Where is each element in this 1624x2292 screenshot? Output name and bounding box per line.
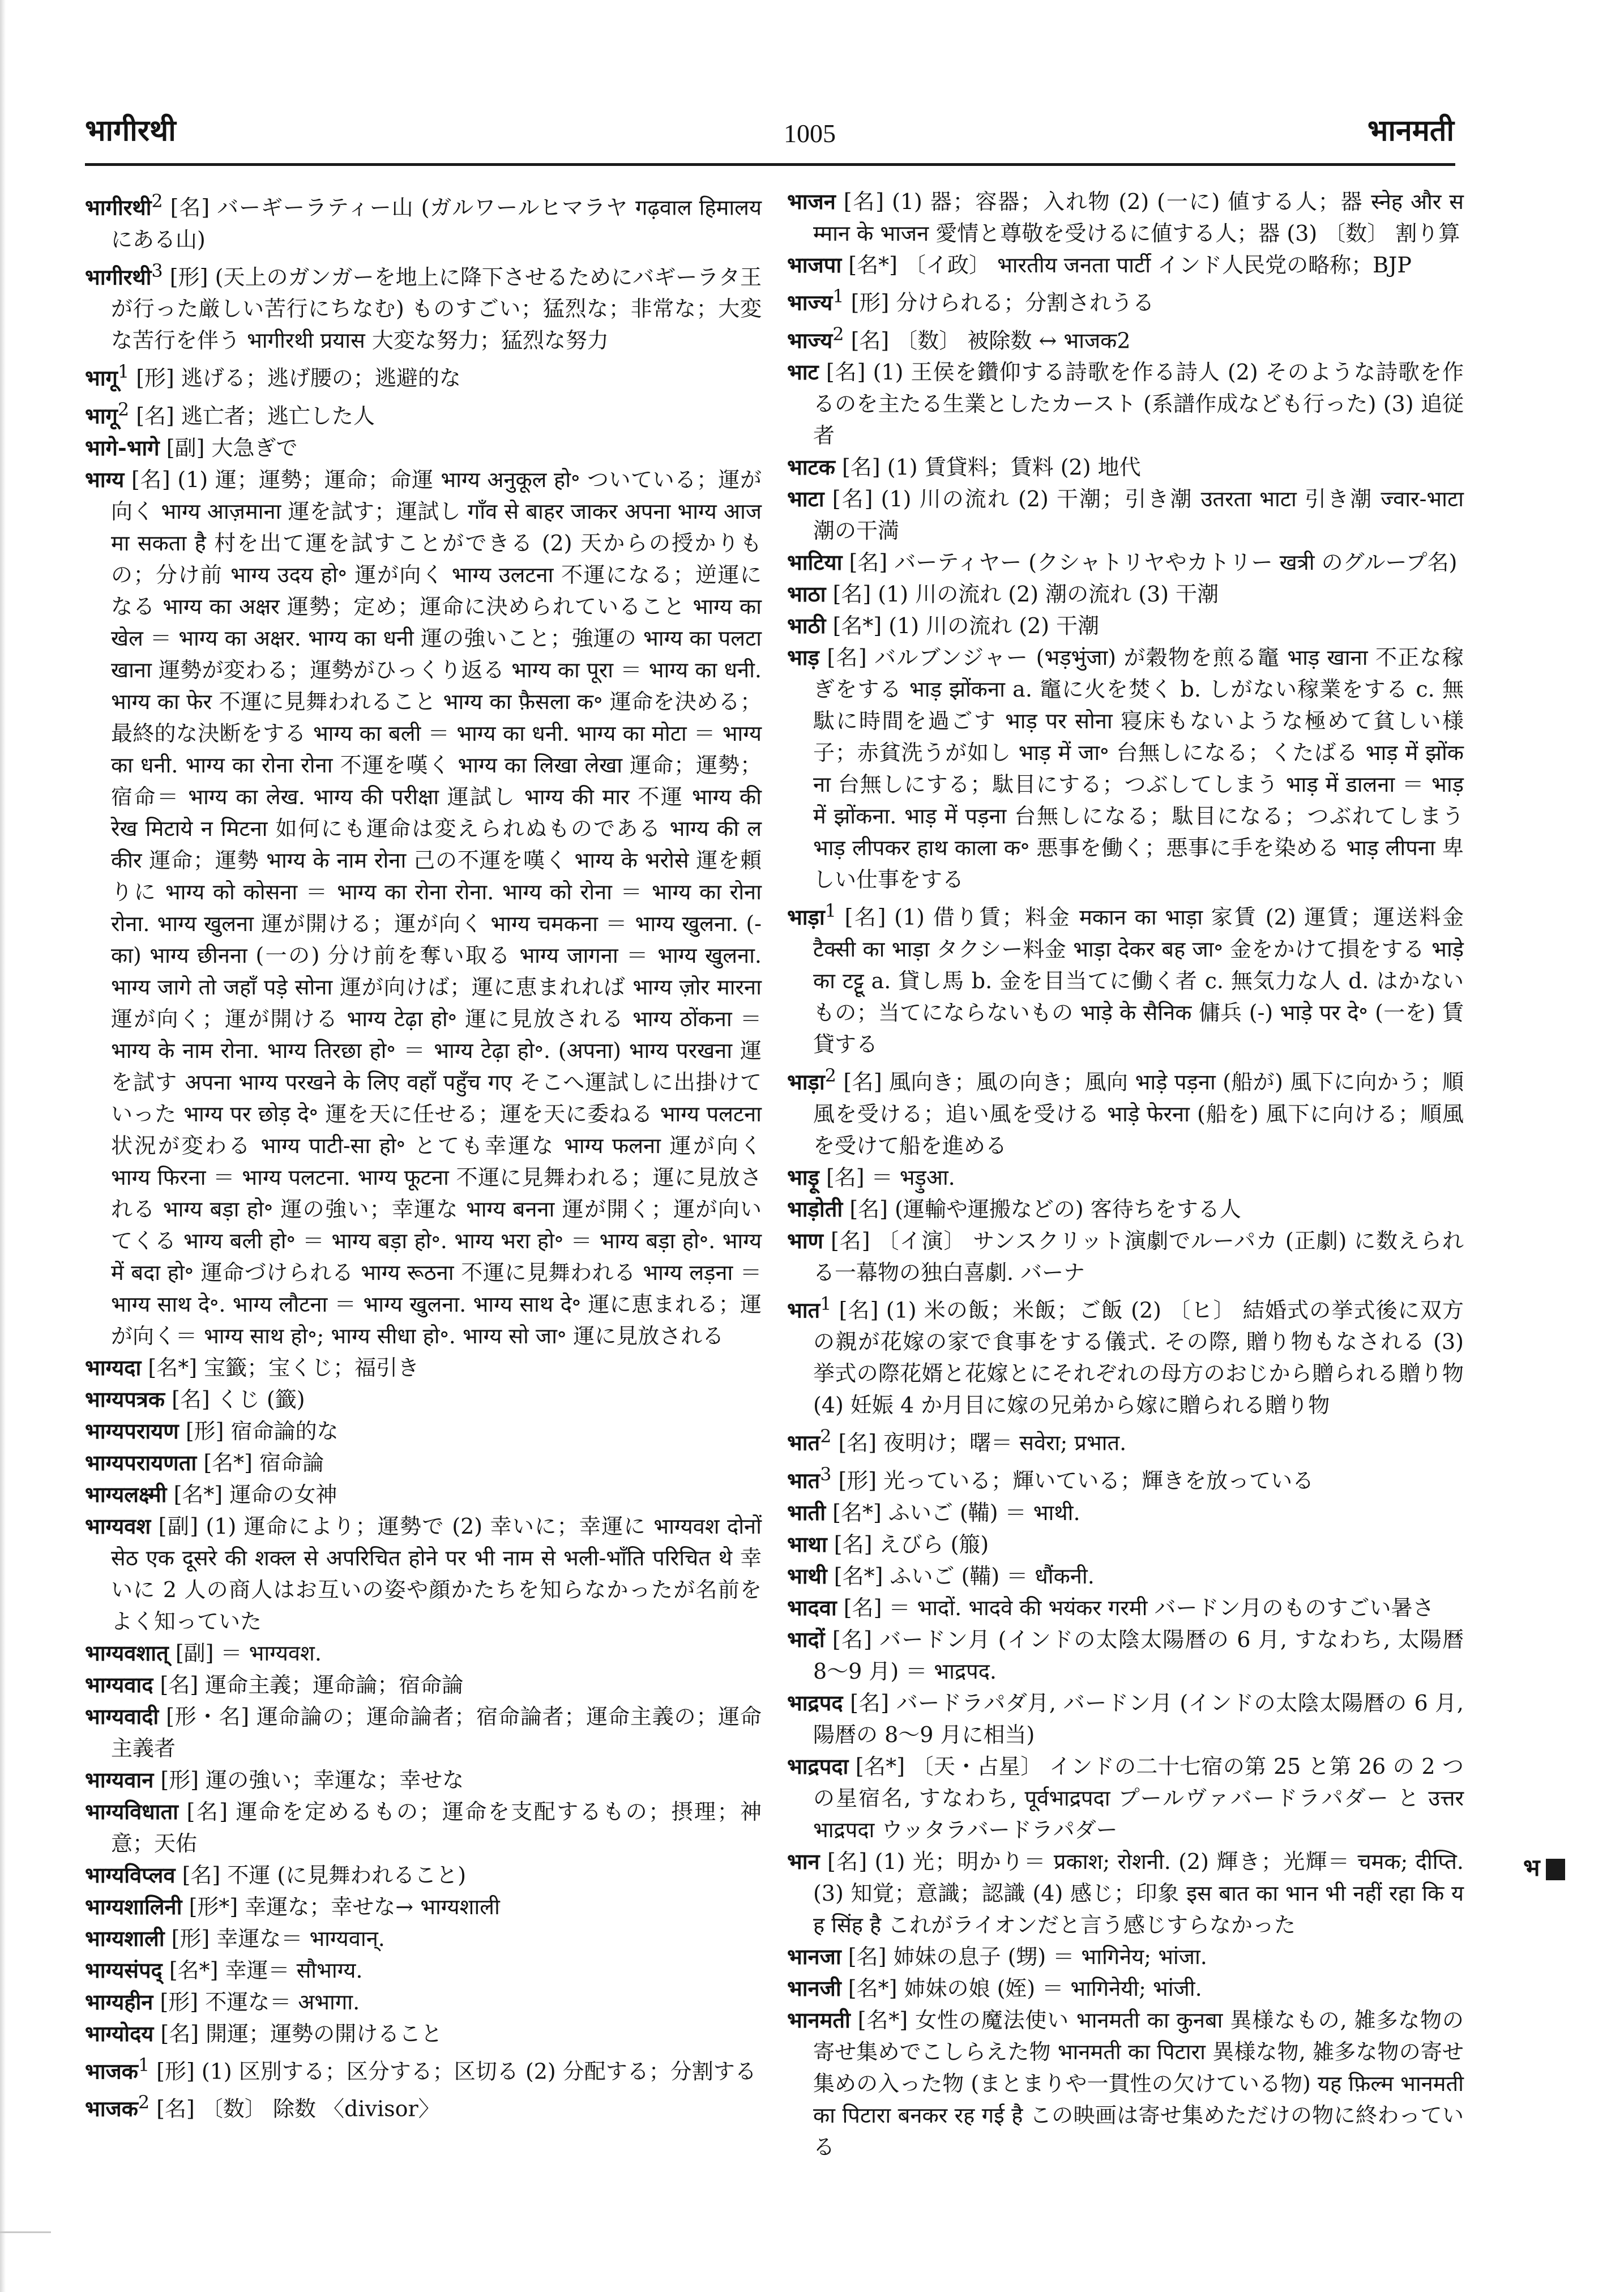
- homograph-number: 3: [151, 261, 163, 281]
- dictionary-entry: [787, 1941, 1464, 1973]
- entry-headword: भाग्योदय: [85, 2020, 154, 2046]
- left-guide-word: भागीरथी: [85, 113, 176, 148]
- entry-definition: [副] ＝ भाग्यवश.: [168, 1640, 322, 1666]
- entry-definition: [名] 〔イ演〕 サンスクリット演劇でルーパカ (正劇) に数えられる一幕物の独白喜劇. バーナ: [813, 1228, 1464, 1285]
- dictionary-entry: [85, 1510, 762, 1637]
- dictionary-entry: [787, 1560, 1464, 1592]
- entry-headword: भाड़ा: [787, 904, 825, 930]
- entry-definition: [形] 運の強い；幸運な；幸せな: [153, 1767, 464, 1792]
- dictionary-entry: [85, 1923, 762, 1954]
- entry-definition: [名] バードン月 (インドの太陰太陽暦の 6 月, すなわち, 太陽暦 8〜9 月) ＝ भाद्रपद.: [813, 1627, 1464, 1684]
- dictionary-entry: [787, 1421, 1464, 1459]
- scan-shadow: [0, 2231, 51, 2233]
- dictionary-entry: [787, 1225, 1464, 1288]
- entry-definition: [名] バードラパダ月, バードン月 (インドの太陰太陽暦の 6 月, 陽暦の 8〜9 月に相当): [813, 1690, 1464, 1747]
- dictionary-entry: [787, 483, 1464, 547]
- dictionary-entry: [85, 1669, 762, 1701]
- scan-edge: [0, 0, 6, 2292]
- dictionary-entry: [787, 1162, 1464, 1193]
- dictionary-entry: [787, 2004, 1464, 2163]
- thumb-index-tab: [1523, 1852, 1565, 1884]
- entry-definition: [形] 光っている；輝いている；輝きを放っている: [831, 1468, 1314, 1493]
- entry-definition: [形*] 幸運な；幸せな→ भाग्यशाली: [182, 1894, 500, 1919]
- dictionary-entry: [85, 1796, 762, 1859]
- homograph-number: 1: [832, 287, 844, 307]
- entry-definition: [名*] (1) 川の流れ (2) 干潮: [826, 613, 1100, 639]
- entry-definition: [名] 運命を定めるもの；運命を支配するもの；摂理；神意；天佑: [111, 1799, 762, 1856]
- entry-headword: भाटा: [787, 486, 824, 512]
- entry-headword: भाग्यपत्रक: [85, 1386, 165, 1412]
- dictionary-entry: [85, 1891, 762, 1923]
- entry-headword: भाजक: [85, 2095, 138, 2122]
- right-column: [787, 186, 1464, 2163]
- entry-headword: भानजी: [787, 1975, 841, 2001]
- dictionary-entry: [787, 319, 1464, 357]
- dictionary-entry: [787, 578, 1464, 610]
- entry-headword: भाड़ा: [787, 1069, 825, 1095]
- thumb-index-letter: भ: [1523, 1854, 1540, 1881]
- entry-definition: [名*] ふいご (鞴) ＝ धौंकनी.: [827, 1563, 1095, 1589]
- entry-headword: भानमती: [787, 2007, 851, 2033]
- dictionary-entry: [787, 610, 1464, 642]
- entry-definition: [名] バルブンジャー (भड़भुंजा) が穀物を煎る竈 भाड़ खाना 不正な稼ぎをする भाड़ झोंकना a. 竈に火を焚く b. しがない稼業をする c. 無駄に時間を過ごす भाड़ पर सोना 寝床もないような極めて貧しい様子；赤貧洗うが如し भाड़ में जा॰ 台無しになる；くたばる भाड़ में झोंकना 台無しにする；駄目にする；つぶしてしまう भाड़ में डालना ＝ भाड़ में झोंकना. भाड़ में पड़ना 台無しになる；駄目になる；つぶれてしまう भाड़ लीपकर हाथ काला क॰ 悪事を働く；悪事に手を染める भाड़ लीपना 卑しい仕事をする: [813, 645, 1464, 893]
- entry-definition: [名*] 宝籤；宝くじ；福引き: [141, 1355, 420, 1380]
- dictionary-entry: [85, 1954, 762, 1986]
- entry-definition: [名] 開運；運勢の開けること: [153, 2021, 443, 2046]
- entry-definition: [形] 逃げる；逃げ腰の；逃避的な: [129, 365, 461, 391]
- entry-definition: [副] 大急ぎで: [159, 435, 298, 460]
- entry-headword: भाग्यलक्ष्मी: [85, 1481, 167, 1507]
- homograph-number: 1: [820, 1294, 832, 1314]
- entry-definition: [名] 逃亡者；逃亡した人: [129, 403, 375, 429]
- homograph-number: 1: [117, 362, 130, 383]
- dictionary-entry: [787, 1973, 1464, 2004]
- dictionary-entry: [787, 1060, 1464, 1162]
- dictionary-entry: [85, 1352, 762, 1384]
- entry-definition: [形] (天上のガンガーを地上に降下させるためにバギーラタ王が行った厳しい苦行にちなむ) ものすごい；猛烈な；非常な；大変な苦行を伴う भागीरथी प्रयास 大変な努力；猛烈な努力: [111, 264, 762, 353]
- entry-headword: भाड़ोती: [787, 1196, 843, 1222]
- entry-definition: [名*] 女性の魔法使い भानमती का कुनबा 異様なもの, 雑多な物の寄せ集めでこしらえた物 भानमती का पिटारा 異様な物, 雑多な物の寄せ集めの入った物 (まとまりや一貫性の欠けている物) यह फ़िल्म भानमती का पिटारा बनकर रह गई है この映画は寄せ集めただけの物に終わっている: [813, 2007, 1464, 2159]
- entry-definition: [名*] 〔イ政〕 भारतीय जनता पार्टी インド人民党の略称；BJP: [841, 253, 1412, 278]
- entry-headword: भादवा: [787, 1594, 837, 1620]
- dictionary-entry: [85, 1479, 762, 1510]
- entry-definition: [副] (1) 運命により；運勢で (2) 幸いに；幸運に भाग्यवश दोनों सेठ एक दूसरे की शक्ल से अपरिचित होने पर भी नाम से भली-भाँति परिचित थे 幸いに 2 人の商人はお互いの姿や顔かたちを知らなかったが名前をよく知っていた: [111, 1513, 762, 1634]
- page-number: 1005: [784, 119, 836, 148]
- entry-headword: भाग्य: [85, 466, 125, 492]
- entry-definition: [名*] ふいご (鞴) ＝ भाथी.: [826, 1500, 1080, 1525]
- entry-definition: [名*] 〔天・占星〕 インドの二十七宿の第 25 と第 26 の 2 つの星宿名, すなわち, पूर्वभाद्रपदा プールヴァバードラパダー と उत्तर भाद्रपदा ウッタラバードラパダー: [813, 1753, 1464, 1842]
- homograph-number: 2: [824, 1065, 836, 1086]
- dictionary-entry: [85, 1384, 762, 1415]
- entry-definition: [名*] 幸運＝ सौभाग्य.: [162, 1957, 363, 1983]
- dictionary-entry: [787, 1193, 1464, 1225]
- entry-headword: भाग्यपरायणता: [85, 1449, 197, 1475]
- entry-definition: [名] (1) 光；明かり＝ प्रकाश; रोशनी. (2) 輝き；光輝＝ चमक; दीप्ति. (3) 知覚；意識；認識 (4) 感じ；印象 इस बात का भान भी नहीं रहा कि यह सिंह है これがライオンだと言う感じすらなかった: [813, 1849, 1464, 1937]
- dictionary-entry: [787, 1624, 1464, 1687]
- dictionary-entry: [85, 2087, 762, 2125]
- entry-headword: भाड़ू: [787, 1164, 819, 1190]
- entry-headword: भाज्य: [787, 289, 833, 315]
- entry-headword: भाण: [787, 1227, 824, 1253]
- entry-definition: [名] 姉妹の息子 (甥) ＝ भागिनेय; भांजा.: [841, 1944, 1207, 1969]
- entry-headword: भादों: [787, 1626, 825, 1652]
- entry-definition: [名] 運命主義；運命論；宿命論: [153, 1672, 464, 1697]
- header-rule: [85, 163, 1455, 166]
- entry-headword: भागे-भागे: [85, 434, 160, 460]
- homograph-number: 2: [820, 1427, 832, 1448]
- dictionary-entry: [787, 1529, 1464, 1560]
- entry-definition: [形] 幸運な＝ भाग्यवान्.: [164, 1926, 385, 1951]
- entry-headword: भाग्यवादी: [85, 1703, 159, 1729]
- entry-headword: भाथा: [787, 1531, 827, 1557]
- homograph-number: 2: [832, 324, 844, 345]
- entry-headword: भाज्य: [787, 327, 833, 353]
- entry-definition: [名] くじ (籤): [165, 1386, 305, 1412]
- dictionary-entry: [787, 1846, 1464, 1941]
- entry-headword: भाग्यदा: [85, 1354, 142, 1380]
- entry-headword: भागू: [85, 365, 118, 391]
- entry-definition: [名] (1) 王侯を鑽仰する詩歌を作る詩人 (2) そのような詩歌を作るのを主たる生業としたカースト (系譜作成なども行った) (3) 追従者: [813, 360, 1464, 449]
- entry-definition: [形] 宿命論的な: [178, 1418, 339, 1444]
- entry-definition: [名] (1) 米の飯；米飯；ご飯 (2) 〔ヒ〕 結婚式の挙式後に双方の親が花嫁の家で食事をする儀式. その際, 贈り物もなされる (3) 挙式の際花婿と花嫁とにそれぞれの母方のおじから贈られる贈り物 (4) 妊娠 4 か月目に嫁の兄弟から嫁に贈られる贈り物: [813, 1297, 1464, 1418]
- dictionary-entry: [787, 1592, 1464, 1624]
- entry-headword: भाग्यहीन: [85, 1988, 153, 2014]
- entry-headword: भाग्यशालिनी: [85, 1893, 182, 1919]
- entry-headword: भाद्रपद: [787, 1689, 843, 1715]
- dictionary-entry: [85, 394, 762, 432]
- dictionary-entry: [85, 186, 762, 255]
- right-guide-word: भानमती: [1367, 113, 1454, 148]
- entry-definition: [形] 不運な＝ अभागा.: [153, 1989, 360, 2014]
- entry-headword: भाटक: [787, 454, 835, 480]
- entry-headword: भाद्रपदा: [787, 1753, 849, 1779]
- entry-definition: [名] (1) 運；運勢；運命；命運 भाग्य अनुकूल हो॰ ついている；運が向く भाग्य आज़माना 運を試す；運試し गाँव से बाहर जाकर अपना भाग्य आजमा सकता है 村を出て運を試すことができる (2) 天からの授かりもの；分け前 भाग्य उदय हो॰ 運が向く भाग्य उलटना 不運になる；逆運になる भाग्य का अक्षर 運勢；定め；運命に決められていること भाग्य का खेल ＝ भाग्य का अक्षर. भाग्य का धनी 運の強いこと；強運の भाग्य का पलटा खाना 運勢が変わる；運勢がひっくり返る भाग्य का पूरा ＝ भाग्य का धनी. भाग्य का फेर 不運に見舞われること भाग्य का फ़ैसला क॰ 運命を決める；最終的な決断をする भाग्य का बली ＝ भाग्य का धनी. भाग्य का मोटा ＝ भाग्य का धनी. भाग्य का रोना रोना 不運を嘆く भाग्य का लिखा लेखा 運命；運勢；宿命＝ भाग्य का लेख. भाग्य की परीक्षा 運試し भाग्य की मार 不運 भाग्य की रेख मिटाये न मिटना 如何にも運命は変えられぬものである भाग्य की लकीर 運命；運勢 भाग्य के नाम रोना 己の不運を嘆く भाग्य के भरोसे 運を頼りに भाग्य को कोसना ＝ भाग्य का रोना रोना. भाग्य को रोना ＝ भाग्य का रोना रोना. भाग्य खुलना 運が開ける；運が向く भाग्य चमकना ＝ भाग्य खुलना. (-का) भाग्य छीनना (一の) 分け前を奪い取る भाग्य जागना ＝ भाग्य खुलना. भाग्य जागे तो जहाँ पड़े सोना 運が向けば；運に恵まれれば भाग्य ज़ोर मारना 運が向く；運が開ける भाग्य टेढ़ा हो॰ 運に見放される भाग्य ठोंकना ＝ भाग्य के नाम रोना. भाग्य तिरछा हो॰ ＝ भाग्य टेढ़ा हो॰. (अपना) भाग्य परखना 運を試す अपना भाग्य परखने के लिए वहाँ पहुँच गए そこへ運試しに出掛けていった भाग्य पर छोड़ दे॰ 運を天に任せる；運を天に委ねる भाग्य पलटना 状況が変わる भाग्य पाटी-सा हो॰ とても幸運な भाग्य फलना 運が向く भाग्य फिरना ＝ भाग्य पलटना. भाग्य फूटना 不運に見舞われる；運に見放される भाग्य बड़ा हो॰ 運の強い；幸運な भाग्य बनना 運が開く；運が向いてくる भाग्य बली हो॰ ＝ भाग्य बड़ा हो॰. भाग्य भरा हो॰ ＝ भाग्य बड़ा हो॰. भाग्य में बदा हो॰ 運命づけられる भाग्य रूठना 不運に見舞われる भाग्य लड़ना ＝ भाग्य साथ दे॰. भाग्य लौटना ＝ भाग्य खुलना. भाग्य साथ दे॰ 運に恵まれる；運が向く＝ भाग्य साथ हो॰; भाग्य सीधा हो॰. भाग्य सो जा॰ 運に見放される: [111, 467, 762, 1348]
- dictionary-entry: [787, 547, 1464, 578]
- entry-definition: [名] (1) 賃貸料；賃料 (2) 地代: [835, 455, 1141, 480]
- dictionary-entry: [85, 464, 762, 1352]
- entry-headword: भाग्यविधाता: [85, 1798, 178, 1824]
- entry-headword: भागू: [85, 403, 118, 429]
- entry-headword: भाग्यशाली: [85, 1925, 165, 1951]
- entry-definition: [名] 夜明け；曙＝ सवेरा; प्रभात.: [831, 1430, 1127, 1456]
- dictionary-entry: [85, 1637, 762, 1669]
- homograph-number: 1: [138, 2055, 150, 2076]
- thumb-index-marker: [1546, 1859, 1565, 1880]
- entry-headword: भाड़: [787, 645, 819, 671]
- dictionary-entry: [787, 1751, 1464, 1846]
- entry-definition: [形・名] 運命論の；運命論者；宿命論者；運命主義の；運命主義者: [111, 1704, 762, 1761]
- entry-headword: भाग्यवशात्: [85, 1640, 169, 1666]
- homograph-number: 2: [117, 399, 130, 420]
- entry-headword: भाथी: [787, 1563, 827, 1589]
- dictionary-entry: [787, 1497, 1464, 1529]
- dictionary-entry: [85, 2018, 762, 2050]
- dictionary-entry: [85, 1859, 762, 1891]
- dictionary-entry: [85, 432, 762, 464]
- homograph-number: 2: [151, 191, 163, 212]
- entry-headword: भागीरथी: [85, 264, 152, 290]
- dictionary-entry: [787, 356, 1464, 451]
- entry-headword: भाग्यपरायण: [85, 1418, 179, 1444]
- dictionary-entry: [85, 2050, 762, 2088]
- entry-headword: भाजन: [787, 189, 836, 214]
- dictionary-entry: [787, 451, 1464, 483]
- entry-definition: [形] 分けられる；分割されうる: [844, 290, 1155, 315]
- entry-headword: भाठा: [787, 581, 826, 607]
- dictionary-entry: [787, 1288, 1464, 1422]
- entry-headword: भागीरथी: [85, 194, 152, 220]
- entry-headword: भाग्यसंपद्: [85, 1957, 163, 1983]
- entry-definition: [形] (1) 区別する；区分する；区切る (2) 分配する；分割する: [149, 2059, 757, 2084]
- entry-headword: भाती: [787, 1499, 826, 1525]
- dictionary-entry: [85, 356, 762, 394]
- entry-definition: [名] (運輸や運搬などの) 客待ちをする人: [843, 1196, 1241, 1222]
- homograph-number: 3: [820, 1464, 832, 1485]
- entry-definition: [名*] 宿命論: [196, 1450, 324, 1475]
- entry-definition: [名] 〔数〕 被除数 ↔ भाजक2: [844, 328, 1131, 353]
- entry-definition: [名] えびら (箙): [827, 1531, 989, 1557]
- dictionary-entry: [787, 249, 1464, 281]
- homograph-number: 2: [138, 2093, 150, 2114]
- entry-headword: भात: [787, 1429, 820, 1456]
- entry-headword: भान: [787, 1848, 820, 1874]
- entry-definition: [名*] 姉妹の娘 (姪) ＝ भागिनेयी; भांजी.: [841, 1975, 1202, 2001]
- entry-definition: [名] ＝ भादों. भादवे की भयंकर गरमी バードン月のものすごい暑さ: [836, 1595, 1434, 1620]
- entry-definition: [名] 〔数〕 除数 〈divisor〉: [149, 2096, 440, 2122]
- entry-headword: भाग्यवाद: [85, 1671, 153, 1697]
- entry-definition: [名] 不運 (に見舞われること): [175, 1862, 467, 1888]
- dictionary-entry: [85, 1447, 762, 1479]
- entry-definition: [名*] 運命の女神: [166, 1482, 337, 1507]
- dictionary-entry: [787, 186, 1464, 249]
- entry-definition: [名] ＝ भड़ुआ.: [819, 1164, 955, 1190]
- entry-definition: [名] バーギーラティー山 (ガルワールヒマラヤ गढ़वाल हिमालय にある山): [111, 195, 762, 252]
- entry-headword: भाग्यवश: [85, 1513, 151, 1539]
- dictionary-entry: [85, 1764, 762, 1796]
- dictionary-entry: [85, 1701, 762, 1764]
- entry-headword: भाग्यवान: [85, 1766, 154, 1792]
- entry-definition: [名] (1) 川の流れ (2) 潮の流れ (3) 干潮: [826, 582, 1219, 607]
- dictionary-entry: [787, 281, 1464, 319]
- entry-headword: भाग्यविप्लव: [85, 1862, 176, 1888]
- entry-headword: भाटिया: [787, 549, 843, 575]
- entry-headword: भाट: [787, 359, 819, 385]
- entry-headword: भानजा: [787, 1943, 841, 1969]
- entry-definition: [名] (1) 器；容器；入れ物 (2) (一に) 値する人；器 स्नेह और सम्मान के भाजन 愛情と尊敬を受けるに値する人；器 (3) 〔数〕 割り算: [813, 189, 1464, 246]
- entry-definition: [名] (1) 借り賃；料金 मकान का भाड़ा 家賃 (2) 運賃；運送料金 टैक्सी का भाड़ा タクシー料金 भाड़ा देकर बह जा॰ 金をかけて損をする भाड़े का टट्टू a. 貸し馬 b. 金を目当てに働く者 c. 無気力な人 d. はかないもの；当てにならないもの भाड़े के सैनिक 傭兵 (-) भाड़े पर दे॰ (一を) 賃貸する: [813, 904, 1464, 1057]
- dictionary-entry: [85, 1986, 762, 2018]
- dictionary-entry: [787, 642, 1464, 895]
- left-column: [85, 186, 762, 2125]
- entry-headword: भाठी: [787, 613, 826, 639]
- entry-headword: भात: [787, 1297, 820, 1323]
- entry-definition: [名] (1) 川の流れ (2) 干潮；引き潮 उतरता भाटा 引き潮 ज्वार-भाटा 潮の干満: [813, 486, 1464, 544]
- entry-definition: [名] 風向き；風の向き；風向 भाड़े पड़ना (船が) 風下に向かう；順風を受ける；追い風を受ける भाड़े फेरना (船を) 風下に向ける；順風を受けて船を進める: [813, 1069, 1464, 1158]
- dictionary-entry: [787, 1687, 1464, 1751]
- dictionary-entry: [85, 255, 762, 357]
- dictionary-entry: [85, 1415, 762, 1447]
- entry-headword: भाजपा: [787, 252, 842, 278]
- homograph-number: 1: [824, 901, 836, 922]
- entry-definition: [名] バーティヤー (クシャトリヤやカトリー खत्री のグループ名): [842, 550, 1458, 575]
- entry-headword: भात: [787, 1467, 820, 1493]
- dictionary-entry: [787, 1459, 1464, 1497]
- dictionary-entry: [787, 895, 1464, 1060]
- entry-headword: भाजक: [85, 2058, 138, 2084]
